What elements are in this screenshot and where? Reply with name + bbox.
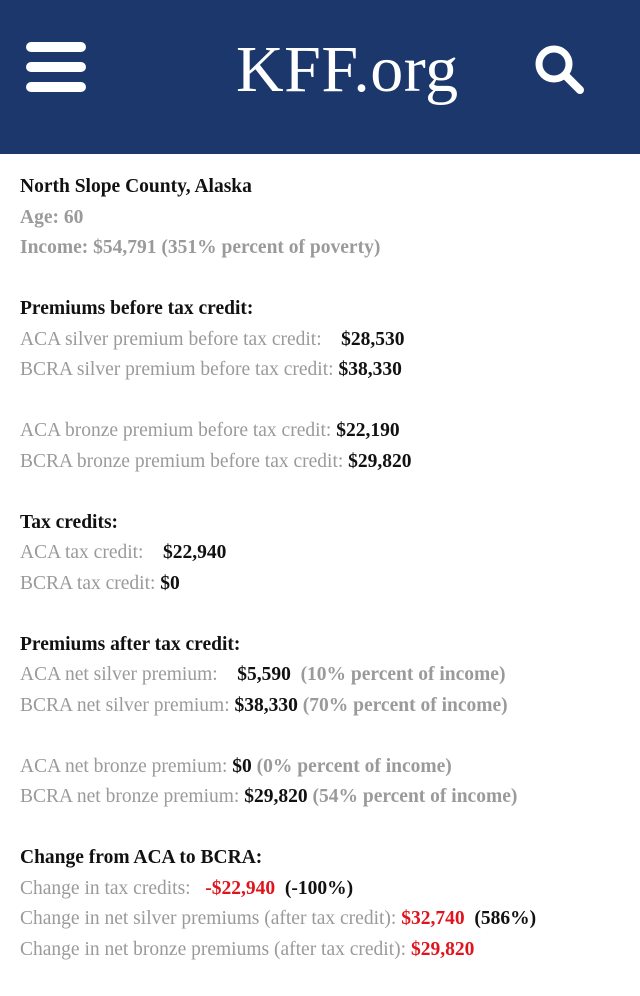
bcra-net-silver-row	[20, 691, 630, 722]
change-tax-credits-value: -$22,940	[205, 877, 276, 899]
change-heading: Change from ACA to BCRA:	[20, 847, 263, 868]
bcra-tax-credit-label: BCRA tax credit:	[20, 572, 156, 594]
aca-net-bronze-label: ACA net bronze premium:	[20, 755, 228, 777]
bcra-net-bronze-label: BCRA net bronze premium:	[20, 786, 240, 807]
change-bronze-label: Change in net bronze premiums (after tax credit):	[20, 938, 407, 960]
search-icon[interactable]	[532, 42, 586, 96]
premiums-after-heading: Premiums after tax credit:	[20, 633, 241, 655]
aca-bronze-before-value: $22,190	[336, 420, 400, 441]
bcra-bronze-before-label: BCRA bronze premium before tax credit:	[20, 450, 344, 472]
aca-net-silver-label: ACA net silver premium:	[20, 664, 218, 685]
aca-net-bronze-value: $0	[232, 755, 252, 777]
age-line: Age: 60	[20, 206, 84, 228]
bcra-net-bronze-row	[20, 782, 630, 813]
premiums-before-heading: Premiums before tax credit:	[20, 298, 254, 319]
hamburger-menu-icon[interactable]	[26, 40, 88, 92]
change-tax-credits-label: Change in tax credits:	[20, 877, 191, 899]
aca-net-bronze-row	[20, 752, 630, 783]
site-header	[0, 0, 640, 154]
bcra-net-bronze-pct: (54% percent of income)	[312, 786, 518, 807]
change-silver-row	[20, 904, 630, 935]
bcra-net-silver-pct: (70% percent of income)	[302, 694, 508, 716]
bcra-net-silver-label: BCRA net silver premium:	[20, 694, 230, 716]
menu-bar-middle	[26, 62, 86, 72]
income-line: Income: $54,791 (351% percent of poverty)	[20, 237, 381, 258]
change-bronze-row	[20, 935, 630, 966]
aca-tax-credit-label: ACA tax credit:	[20, 542, 144, 563]
aca-tax-credit-value: $22,940	[162, 542, 227, 563]
change-tax-credits-row	[20, 874, 630, 905]
change-bronze-value: $29,820	[410, 938, 475, 960]
menu-bar-top	[26, 42, 86, 52]
aca-tax-credit-row	[20, 538, 630, 569]
bcra-tax-credit-row	[20, 569, 630, 600]
bcra-net-bronze-value: $29,820	[244, 786, 308, 807]
aca-bronze-before-label: ACA bronze premium before tax credit:	[20, 420, 332, 441]
change-silver-label: Change in net silver premiums (after tax credit):	[20, 908, 397, 929]
change-tax-credits-pct: (-100%)	[284, 877, 354, 899]
aca-net-silver-value: $5,590	[237, 664, 291, 685]
bcra-silver-before-label: BCRA silver premium before tax credit:	[20, 359, 334, 380]
bcra-silver-before-value: $38,330	[338, 359, 402, 380]
calculator-results	[20, 172, 630, 965]
aca-silver-before-label: ACA silver premium before tax credit:	[20, 328, 322, 350]
aca-silver-before-row	[20, 325, 630, 356]
tax-credits-heading: Tax credits:	[20, 511, 119, 533]
change-silver-value: $32,740	[401, 908, 465, 929]
bcra-bronze-before-row	[20, 447, 630, 478]
bcra-silver-before-row	[20, 355, 630, 386]
aca-bronze-before-row	[20, 416, 630, 447]
change-silver-pct: (586%)	[474, 908, 537, 929]
aca-net-silver-pct: (10% percent of income)	[300, 664, 506, 685]
bcra-bronze-before-value: $29,820	[348, 450, 412, 472]
aca-silver-before-value: $28,530	[341, 328, 405, 350]
location-heading: North Slope County, Alaska	[20, 176, 252, 197]
site-logo[interactable]: KFF.org	[236, 33, 459, 106]
bcra-net-silver-value: $38,330	[234, 694, 298, 716]
aca-net-bronze-pct: (0% percent of income)	[256, 755, 452, 777]
menu-bar-bottom	[26, 82, 86, 92]
bcra-tax-credit-value: $0	[160, 572, 180, 594]
aca-net-silver-row	[20, 660, 630, 691]
